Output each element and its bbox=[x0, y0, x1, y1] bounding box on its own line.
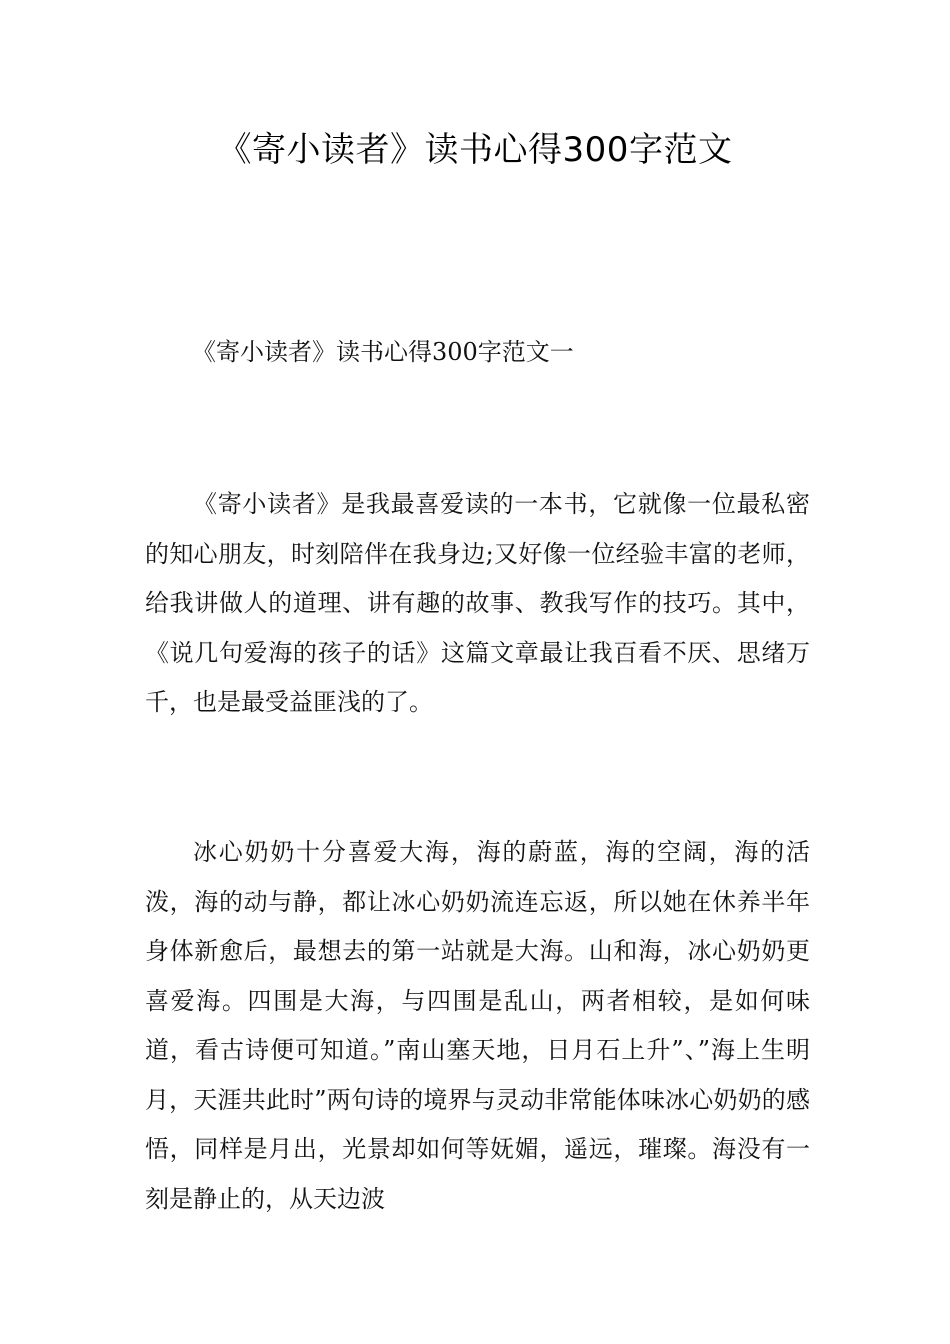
body-paragraph: 冰心奶奶十分喜爱大海，海的蔚蓝，海的空阔，海的活泼，海的动与静，都让冰心奶奶流连忘返，所以她在休养半年身体新愈后，最想去的第一站就是大海。山和海，冰心奶奶更喜爱海。四围是大海，与四围是乱山，两者相较，是如何味道，看古诗便可知道。”南山塞天地，日月石上升”、”海上生明月，天涯共此时”两句诗的境界与灵动非常能体味冰心奶奶的感悟，同样是月出，光景却如何等妩媚，遥远，璀璨。海没有一刻是静止的，从天边波 bbox=[145, 838, 810, 1213]
document-title: 《寄小读者》读书心得300字范文 bbox=[217, 130, 733, 170]
section-heading: 《寄小读者》读书心得300字范文一 bbox=[192, 338, 574, 366]
body-paragraph: 《寄小读者》是我最喜爱读的一本书，它就像一位最私密的知心朋友，时刻陪伴在我身边;又好像一位经验丰富的老师，给我讲做人的道理、讲有趣的故事、教我写作的技巧。其中，《说几句爱海的孩子的话》这篇文章最让我百看不厌、思绪万千，也是最受益匪浅的了。 bbox=[145, 490, 810, 716]
